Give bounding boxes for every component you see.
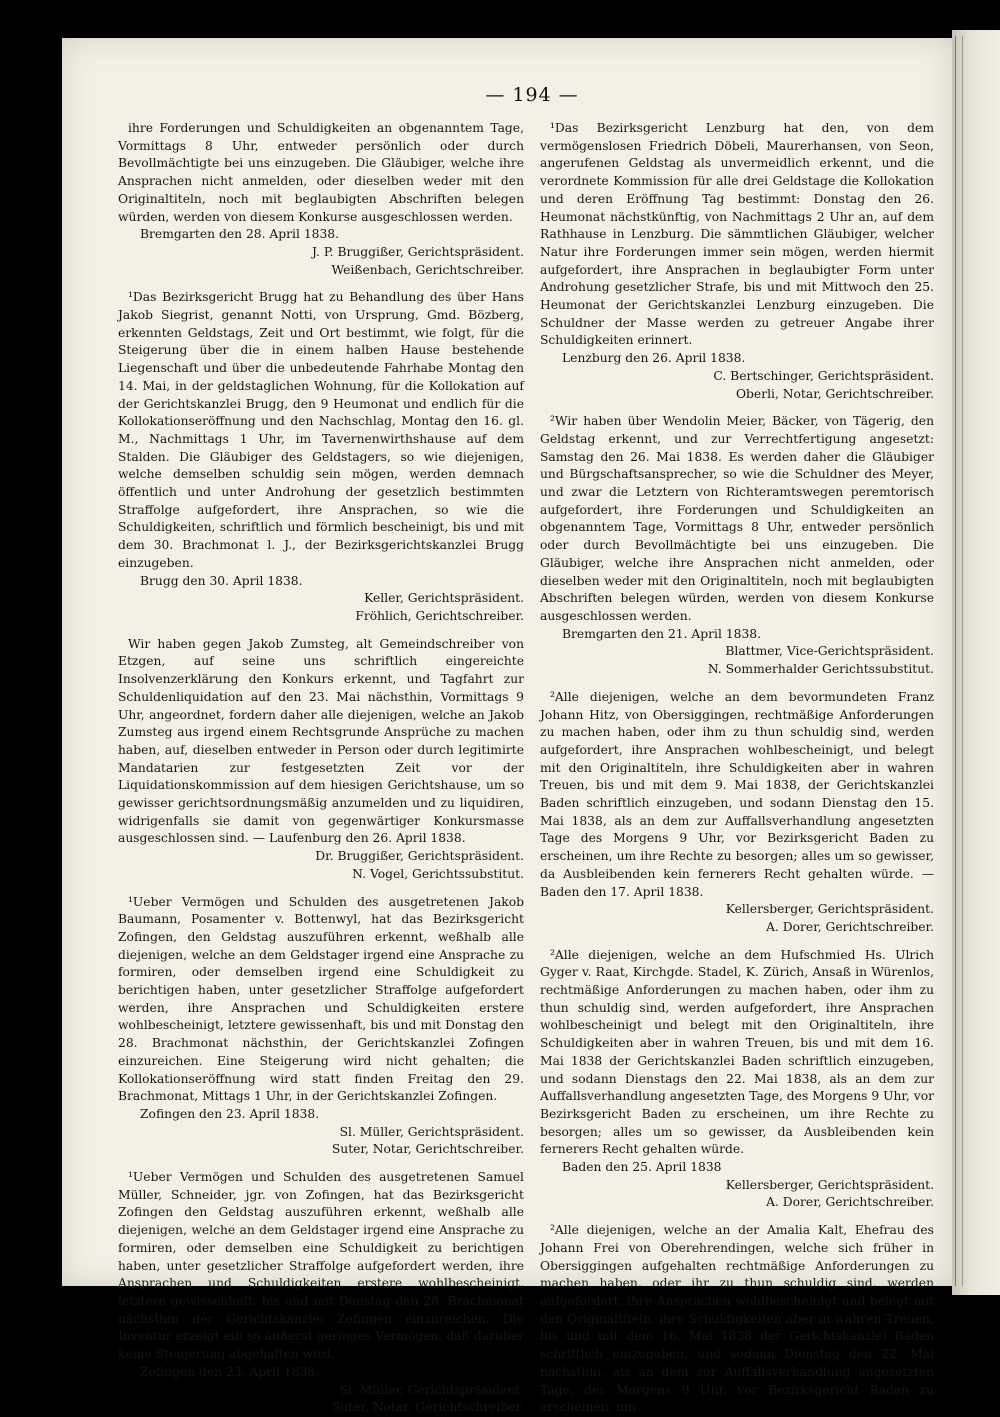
signature-line: N. Sommerhalder Gerichtssubstitut. [707,662,934,677]
notice-paragraph: ¹Das Bezirksgericht Lenzburg hat den, von dem vermögenslosen Friedrich Döbeli, Maurerhansen, von Seon, angerufenen Geldstag als unvermeidlich erkennt, und die verordnete Kommission für alle drei Geldstage die Kollokation und deren Eröffnung Tag bestimmt: Donstag den 26. Heumonat nächstkünftig, von Nachmittags 2 Uhr an, auf dem Rathhause in Lenzburg. Die sämmtlichen Gläubiger, welcher Natur ihre Forderungen immer sein mögen, werden hiermit aufgefordert, ihre Ansprachen in beglaubigter Form unter Androhung gesetzlicher Strafe, bis und mit Mittwoch den 25. Heumonat der Gerichtskanzlei Lenzburg einzugeben. Die Schuldner der Masse werden zu getreuer Angabe ihrer Schuldigkeiten erinnert. [540,121,934,348]
notice-paragraph: ²Wir haben über Wendolin Meier, Bäcker, von Tägerig, den Geldstag erkennt, und zur Verrechtfertigung angesetzt: Samstag den 26. Mai 1838. Es werden daher die Gläubiger und Bürgschaftsansprecher, so wie die Schuldner des Meyer, und zwar die Letztern von Richteramtswegen peremtorisch aufgefordert, ihre Forderungen und Schuldigkeiten an obgenanntem Tage, Vormittags 8 Uhr, entweder persönlich oder durch Bevollmächtigte bei uns einzugeben. Die Gläubiger, welche ihre Ansprachen nicht anmelden, oder dieselben weder mit den Originaltiteln, noch mit beglaubigten Abschriften belegen würden, werden von diesem Konkurse ausgeschlossen werden. [540,414,934,623]
signature-line: Sl. Müller, Gerichtspräsident. [339,1124,524,1139]
signature-line: Kellersberger, Gerichtspräsident. [725,902,934,917]
signature-line: Kellersberger, Gerichtspräsident. [725,1177,934,1192]
page-edge-line [962,36,963,1286]
notice-paragraph: ¹Ueber Vermögen und Schulden des ausgetretenen Jakob Baumann, Posamenter v. Bottenwyl, hat das Bezirksgericht Zofingen, den Geldstag auszuführen erkennt, weßhalb alle diejenigen, welche an dem Geldstager irgend eine Ansprache zu formiren, oder demselben irgend eine Schuldigkeit zu berichtigen haben, unter gesetzlicher Straffolge aufgefordert werden, ihre Ansprachen und Schuldigkeiten erstere wohlbescheinigt, letztere gewissenhaft, bis und mit Donstag den 28. Brachmonat nächsthin, der Gerichtskanzlei Zofingen einzureichen. Eine Steigerung wird nicht gehalten; die Kollokationseröffnung wird statt finden Freitag den 29. Brachmonat, Mittags 1 Uhr, in der Gerichtskanzlei Zofingen. [118,894,524,1104]
notice-paragraph: ²Alle diejenigen, welche an der Amalia Kalt, Ehefrau des Johann Frei von Oberehrendingen, welche sich früher in Obersiggingen aufgehalten rechtmäßige Anforderungen zu machen haben, oder ihr zu thun schuldig sind, werden aufgefordert, ihre Ansprachen wohlbescheinigt und belegt mit den Originaltiteln, ihre Schuldigkeiten aber in wahren Treuen, bis und mit dem 16. Mai 1838 der Gerichtskanzlei Baden schriftlich einzugeben, und sodann Dienstag den 22. Mai nächsthin, als an dem zur Auffallsverhandlung angesetzten Tage, des Morgens 9 Uhr, vor Bezirksgericht Baden zu erscheinen, um [540,1223,934,1415]
signature-line: N. Vogel, Gerichtssubstitut. [352,866,524,881]
signature-line: Keller, Gerichtspräsident. [364,591,524,606]
signature-line: C. Bertschinger, Gerichtspräsident. [713,368,934,383]
notice-paragraph: Wir haben gegen Jakob Zumsteg, alt Gemeindschreiber von Etzgen, auf seine uns schriftlich eingereichte Insolvenzerklärung den Konkurs erkennt, und Tagfahrt zur Schuldenliquidation auf den 23. Mai nächsthin, Vormittags 9 Uhr, angeordnet, fordern daher alle diejenigen, welche an Jakob Zumsteg aus irgend einem Rechtsgrunde Ansprüche zu machen haben, auf, dieselben entweder in Person oder durch legitimirte Mandatarien zur festgesetzten Zeit vor der Liquidationskommission auf dem hiesigen Gerichtshause, um so gewisser gerichtsordnungsmäßig anzumelden und zu liquidiren, widrigenfalls sie damit von gegenwärtiger Konkursmasse ausgeschlossen sind. — Laufenburg den 26. April 1838. [118,636,524,846]
place-date-line: Brugg den 30. April 1838. [140,573,303,588]
notice-paragraph: ihre Forderungen und Schuldigkeiten an obgenanntem Tage, Vormittags 8 Uhr, entweder persönlich oder durch Bevollmächtigte bei uns einzugeben. Die Gläubiger, welche ihre Ansprachen nicht anmelden, oder dieselben weder mit den Originaltiteln, noch mit beglaubigten Abschriften belegen würden, werden von diesem Konkurse ausgeschlossen werden. [118,121,524,224]
signature-line: J. P. Bruggißer, Gerichtspräsident. [312,244,524,259]
notice-paragraph: ¹Das Bezirksgericht Brugg hat zu Behandlung des über Hans Jakob Siegrist, genannt Notti, von Ursprung, Gmd. Bözberg, erkennten Geldstags, Zeit und Ort bestimmt, wie folgt, für die Steigerung über die in einem halben Hause bestehende Liegenschaft und über die unbedeutende Fahrhabe Montag den 14. Mai, in der geldstaglichen Wohnung, für die Kollokation auf der Gerichtskanzlei Brugg, den 9 Heumonat und endlich für die Kollokationseröffnung und den Nachschlag, Montag den 16. gl. M., Nachmittags 1 Uhr, im Tavernenwirthshause auf dem Stalden. Die Gläubiger des Geldstagers, so wie diejenigen, welche demselben schuldig sein mögen, werden demnach öffentlich und unter Androhung der gesetzlich bestimmten Straffolge aufgefordert, ihre Ansprachen, so wie die Schuldigkeiten, schriftlich und förmlich bescheinigt, bis und mit dem 30. Brachmonat l. J., der Bezirksgerichtskanzlei Brugg einzugeben. [118,290,524,570]
place-date-line: Baden den 25. April 1838 [562,1160,722,1175]
adjacent-page-edge [952,30,1000,1295]
signature-line: Fröhlich, Gerichtschreiber. [355,608,524,623]
signature-line: Suter, Notar, Gerichtschreiber. [331,1142,524,1157]
signature-line: Blattmer, Vice-Gerichtspräsident. [725,644,934,659]
page-number: — 194 — [485,84,579,106]
right-column [540,120,934,1417]
signature-line: Oberli, Notar, Gerichtschreiber. [735,386,934,401]
signature-line: Sl. Müller, Gerichtspräsident. [339,1382,524,1397]
left-column [118,120,524,1417]
page-edge-line [955,36,956,1286]
place-date-line: Lenzburg den 26. April 1838. [562,351,746,366]
notice-paragraph: ²Alle diejenigen, welche an dem Hufschmied Hs. Ulrich Gyger v. Raat, Kirchgde. Stadel, K. Zürich, Ansaß in Würenlos, rechtmäßige Anforderungen zu machen haben, oder ihm zu thun schuldig sind, werden aufgefordert, ihre Ansprachen wohlbescheinigt und belegt mit den Originaltiteln, ihre Schuldigkeiten aber in wahren Treuen, bis und mit dem 16. Mai 1838 der Gerichtskanzlei Baden schriftlich einzugeben, und sodann Dienstags den 22. Mai 1838, als an dem zur Auffallsverhandlung angesetzten Tage, des Morgens 9 Uhr, vor Bezirksgericht Baden zu erscheinen, um ihre Rechte zu besorgen; alles um so gewisser, da Ausbleibenden kein fernerers Recht gehalten würde. [540,947,934,1157]
signature-line: Weißenbach, Gerichtschreiber. [331,262,524,277]
place-date-line: Bremgarten den 21. April 1838. [562,626,762,641]
place-date-line: Bremgarten den 28. April 1838. [140,227,340,242]
signature-line: Dr. Bruggißer, Gerichtspräsident. [315,849,524,864]
signature-line: A. Dorer, Gerichtschreiber. [766,1195,934,1210]
signature-line: Suter, Notar, Gerichtschreiber. [331,1400,524,1415]
place-date-line: Zofingen den 23. April 1838. [140,1364,320,1379]
signature-line: A. Dorer, Gerichtschreiber. [766,919,934,934]
place-date-line: Zofingen den 23. April 1838. [140,1106,320,1121]
notice-paragraph: ²Alle diejenigen, welche an dem bevormundeten Franz Johann Hitz, von Obersiggingen, rechtmäßige Anforderungen zu machen haben, oder ihm zu thun schuldig sind, werden aufgefordert, ihre Ansprachen wohlbescheinigt, und belegt mit den Originaltiteln, ihre Schuldigkeiten aber in wahren Treuen, bis und mit dem 9. Mai 1838, der Gerichtskanzlei Baden schriftlich einzugeben, und sodann Dienstag den 15. Mai 1838, als an dem zur Auffallsverhandlung angesetzten Tage des Morgens 9 Uhr, vor Bezirksgericht Baden zu erscheinen, um ihre Rechte zu besorgen; alles um so gewisser, da Ausbleibenden kein fernerers Recht gehalten würde. — Baden den 17. April 1838. [540,689,934,899]
notice-paragraph: ¹Ueber Vermögen und Schulden des ausgetretenen Samuel Müller, Schneider, jgr. von Zofingen, hat das Bezirksgericht Zofingen den Geldstag auszuführen erkennt, weßhalb alle diejenigen, welche an dem Geldstager irgend eine Ansprache zu formiren, oder demselben eine Schuldigkeit zu berichtigen haben, unter gesetzlicher Straffolge aufgefordert werden, ihre Ansprachen und Schuldigkeiten erstere wohlbescheinigt, letztere gewissenhaft, bis und mit Donstag den 28. Brachmonat nächsthin der Gerichtskanzlei Zofingen einzureichen. Die Inventur erzeigt ein so äußerst geringes Vermögen, daß darüber keine Steigerung abgehalten wird. [118,1170,524,1362]
